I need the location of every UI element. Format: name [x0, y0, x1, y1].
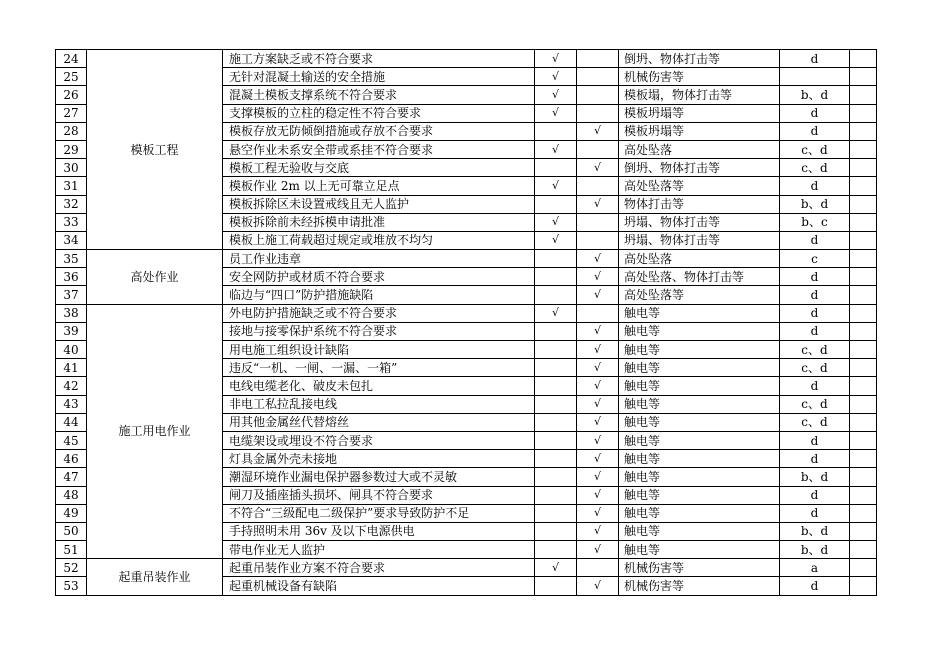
blank-cell: [850, 195, 877, 213]
risk-level: d: [780, 231, 850, 249]
hazard-item: 不符合“三级配电二级保护”要求导致防护不足: [223, 504, 535, 522]
risk-level: b、d: [780, 541, 850, 559]
check-mark-col1: √: [535, 68, 577, 86]
hazard-item: 模板拆除前未经拆模申请批准: [223, 213, 535, 231]
check-mark-col2: √: [577, 286, 619, 304]
row-number: 47: [56, 468, 87, 486]
row-number: 31: [56, 177, 87, 195]
check-mark-col2: √: [577, 341, 619, 359]
hazard-item: 模板拆除区未设置戒线且无人监护: [223, 195, 535, 213]
check-mark-col2: [577, 177, 619, 195]
row-number: 26: [56, 86, 87, 104]
possible-accident: 高处坠落: [619, 140, 780, 158]
blank-cell: [850, 450, 877, 468]
blank-cell: [850, 522, 877, 540]
check-mark-col1: √: [535, 140, 577, 158]
risk-level: d: [780, 504, 850, 522]
table-row: [56, 304, 877, 322]
possible-accident: 触电等: [619, 322, 780, 340]
check-mark-col1: [535, 504, 577, 522]
check-mark-col1: [535, 286, 577, 304]
check-mark-col1: √: [535, 104, 577, 122]
row-number: 33: [56, 213, 87, 231]
row-number: 53: [56, 577, 87, 595]
hazard-item: 模板作业 2m 以上无可靠立足点: [223, 177, 535, 195]
hazard-item: 起重机械设备有缺陷: [223, 577, 535, 595]
possible-accident: 触电等: [619, 504, 780, 522]
risk-level: d: [780, 577, 850, 595]
possible-accident: 倒坍、物体打击等: [619, 50, 780, 68]
row-number: 25: [56, 68, 87, 86]
blank-cell: [850, 377, 877, 395]
blank-cell: [850, 486, 877, 504]
risk-level: d: [780, 177, 850, 195]
risk-level: c、d: [780, 341, 850, 359]
hazard-item: 潮湿环境作业漏电保护器参数过大或不灵敏: [223, 468, 535, 486]
row-number: 52: [56, 559, 87, 577]
check-mark-col2: [577, 50, 619, 68]
possible-accident: 触电等: [619, 468, 780, 486]
blank-cell: [850, 577, 877, 595]
check-mark-col1: [535, 468, 577, 486]
row-number: 38: [56, 304, 87, 322]
blank-cell: [850, 304, 877, 322]
risk-level: d: [780, 286, 850, 304]
blank-cell: [850, 231, 877, 249]
row-number: 39: [56, 322, 87, 340]
check-mark-col1: √: [535, 86, 577, 104]
possible-accident: 倒坍、物体打击等: [619, 159, 780, 177]
hazard-item: 悬空作业未系安全带或系挂不符合要求: [223, 140, 535, 158]
risk-level: [780, 68, 850, 86]
blank-cell: [850, 50, 877, 68]
hazard-item: 接地与接零保护系统不符合要求: [223, 322, 535, 340]
blank-cell: [850, 68, 877, 86]
blank-cell: [850, 104, 877, 122]
possible-accident: 高处坠落、物体打击等: [619, 268, 780, 286]
risk-level: d: [780, 268, 850, 286]
possible-accident: 高处坠落: [619, 250, 780, 268]
risk-level: c、d: [780, 359, 850, 377]
blank-cell: [850, 213, 877, 231]
check-mark-col2: [577, 86, 619, 104]
hazard-item: 用其他金属丝代替熔丝: [223, 413, 535, 431]
check-mark-col1: [535, 159, 577, 177]
check-mark-col1: [535, 541, 577, 559]
hazard-item: 灯具金属外壳未接地: [223, 450, 535, 468]
possible-accident: 模板坍塌等: [619, 104, 780, 122]
check-mark-col2: √: [577, 577, 619, 595]
row-number: 51: [56, 541, 87, 559]
risk-level: b、d: [780, 195, 850, 213]
risk-level: b、c: [780, 213, 850, 231]
risk-level: d: [780, 304, 850, 322]
blank-cell: [850, 431, 877, 449]
check-mark-col2: √: [577, 268, 619, 286]
risk-level: d: [780, 450, 850, 468]
check-mark-col2: [577, 231, 619, 249]
hazard-item: 带电作业无人监护: [223, 541, 535, 559]
possible-accident: 坍塌、物体打击等: [619, 231, 780, 249]
hazard-item: 临边与“四口”防护措施缺陷: [223, 286, 535, 304]
hazard-table: [55, 49, 877, 596]
possible-accident: 触电等: [619, 395, 780, 413]
risk-level: c、d: [780, 413, 850, 431]
check-mark-col2: √: [577, 250, 619, 268]
possible-accident: 触电等: [619, 304, 780, 322]
possible-accident: 模板塌，物体打击等: [619, 86, 780, 104]
possible-accident: 触电等: [619, 450, 780, 468]
check-mark-col2: [577, 559, 619, 577]
blank-cell: [850, 541, 877, 559]
check-mark-col1: [535, 413, 577, 431]
blank-cell: [850, 286, 877, 304]
check-mark-col1: √: [535, 50, 577, 68]
blank-cell: [850, 504, 877, 522]
check-mark-col1: [535, 450, 577, 468]
row-number: 32: [56, 195, 87, 213]
blank-cell: [850, 140, 877, 158]
hazard-item: 用电施工组织设计缺陷: [223, 341, 535, 359]
check-mark-col2: √: [577, 450, 619, 468]
hazard-item: 无针对混凝土输送的安全措施: [223, 68, 535, 86]
category-cell: 施工用电作业: [87, 304, 223, 559]
hazard-item: 闸刀及插座插头损坏、闸具不符合要求: [223, 486, 535, 504]
row-number: 24: [56, 50, 87, 68]
check-mark-col2: √: [577, 322, 619, 340]
check-mark-col2: √: [577, 413, 619, 431]
hazard-item: 手持照明未用 36v 及以下电源供电: [223, 522, 535, 540]
risk-level: c、d: [780, 140, 850, 158]
risk-level: c: [780, 250, 850, 268]
risk-level: d: [780, 322, 850, 340]
risk-level: d: [780, 122, 850, 140]
table-row: [56, 559, 877, 577]
hazard-item: 施工方案缺乏或不符合要求: [223, 50, 535, 68]
possible-accident: 触电等: [619, 377, 780, 395]
check-mark-col2: √: [577, 504, 619, 522]
check-mark-col2: √: [577, 486, 619, 504]
row-number: 46: [56, 450, 87, 468]
check-mark-col2: √: [577, 159, 619, 177]
blank-cell: [850, 413, 877, 431]
row-number: 43: [56, 395, 87, 413]
possible-accident: 机械伤害等: [619, 577, 780, 595]
check-mark-col1: √: [535, 559, 577, 577]
hazard-item: 外电防护措施缺乏或不符合要求: [223, 304, 535, 322]
row-number: 48: [56, 486, 87, 504]
possible-accident: 物体打击等: [619, 195, 780, 213]
check-mark-col2: [577, 68, 619, 86]
check-mark-col1: [535, 377, 577, 395]
check-mark-col1: √: [535, 231, 577, 249]
blank-cell: [850, 468, 877, 486]
row-number: 44: [56, 413, 87, 431]
check-mark-col1: [535, 341, 577, 359]
row-number: 27: [56, 104, 87, 122]
possible-accident: 触电等: [619, 431, 780, 449]
row-number: 36: [56, 268, 87, 286]
check-mark-col2: √: [577, 541, 619, 559]
row-number: 30: [56, 159, 87, 177]
hazard-item: 模板上施工荷载超过规定或堆放不均匀: [223, 231, 535, 249]
risk-level: d: [780, 486, 850, 504]
check-mark-col1: [535, 431, 577, 449]
row-number: 40: [56, 341, 87, 359]
row-number: 35: [56, 250, 87, 268]
check-mark-col2: [577, 140, 619, 158]
blank-cell: [850, 159, 877, 177]
hazard-item: 非电工私拉乱接电线: [223, 395, 535, 413]
risk-level: d: [780, 377, 850, 395]
check-mark-col2: √: [577, 522, 619, 540]
check-mark-col2: √: [577, 377, 619, 395]
possible-accident: 触电等: [619, 486, 780, 504]
check-mark-col2: √: [577, 195, 619, 213]
table-row: [56, 50, 877, 68]
check-mark-col1: [535, 122, 577, 140]
check-mark-col2: [577, 213, 619, 231]
check-mark-col2: [577, 304, 619, 322]
possible-accident: 机械伤害等: [619, 68, 780, 86]
check-mark-col2: √: [577, 359, 619, 377]
blank-cell: [850, 559, 877, 577]
check-mark-col1: √: [535, 213, 577, 231]
blank-cell: [850, 268, 877, 286]
risk-level: b、d: [780, 86, 850, 104]
check-mark-col1: [535, 522, 577, 540]
check-mark-col1: [535, 486, 577, 504]
check-mark-col2: √: [577, 395, 619, 413]
check-mark-col1: [535, 577, 577, 595]
category-cell: 高处作业: [87, 250, 223, 305]
row-number: 45: [56, 431, 87, 449]
possible-accident: 坍塌、物体打击等: [619, 213, 780, 231]
blank-cell: [850, 177, 877, 195]
hazard-item: 电线电缆老化、破皮未包扎: [223, 377, 535, 395]
category-cell: 起重吊装作业: [87, 559, 223, 595]
blank-cell: [850, 322, 877, 340]
possible-accident: 高处坠落等: [619, 286, 780, 304]
check-mark-col1: [535, 268, 577, 286]
blank-cell: [850, 250, 877, 268]
hazard-item: 员工作业违章: [223, 250, 535, 268]
possible-accident: 触电等: [619, 541, 780, 559]
blank-cell: [850, 86, 877, 104]
risk-level: b、d: [780, 522, 850, 540]
check-mark-col2: √: [577, 431, 619, 449]
risk-level: d: [780, 104, 850, 122]
blank-cell: [850, 395, 877, 413]
hazard-item: 电缆架设或埋设不符合要求: [223, 431, 535, 449]
check-mark-col2: √: [577, 122, 619, 140]
possible-accident: 触电等: [619, 522, 780, 540]
row-number: 28: [56, 122, 87, 140]
check-mark-col1: [535, 359, 577, 377]
possible-accident: 模板坍塌等: [619, 122, 780, 140]
row-number: 29: [56, 140, 87, 158]
row-number: 34: [56, 231, 87, 249]
row-number: 42: [56, 377, 87, 395]
blank-cell: [850, 341, 877, 359]
risk-level: d: [780, 431, 850, 449]
blank-cell: [850, 359, 877, 377]
row-number: 49: [56, 504, 87, 522]
possible-accident: 高处坠落等: [619, 177, 780, 195]
category-cell: 模板工程: [87, 50, 223, 250]
risk-level: c、d: [780, 159, 850, 177]
possible-accident: 触电等: [619, 341, 780, 359]
hazard-item: 起重吊装作业方案不符合要求: [223, 559, 535, 577]
hazard-item: 违反“一机、一闸、一漏、一箱”: [223, 359, 535, 377]
hazard-item: 混凝土模板支撑系统不符合要求: [223, 86, 535, 104]
check-mark-col1: [535, 395, 577, 413]
row-number: 41: [56, 359, 87, 377]
hazard-item: 支撑模板的立柱的稳定性不符合要求: [223, 104, 535, 122]
hazard-item: 安全网防护或材质不符合要求: [223, 268, 535, 286]
table-row: [56, 250, 877, 268]
possible-accident: 触电等: [619, 359, 780, 377]
hazard-item: 模板存放无防倾倒措施或存放不合要求: [223, 122, 535, 140]
hazard-item: 模板工程无验收与交底: [223, 159, 535, 177]
row-number: 50: [56, 522, 87, 540]
risk-level: d: [780, 50, 850, 68]
check-mark-col1: √: [535, 304, 577, 322]
row-number: 37: [56, 286, 87, 304]
check-mark-col1: [535, 195, 577, 213]
possible-accident: 机械伤害等: [619, 559, 780, 577]
check-mark-col1: [535, 322, 577, 340]
check-mark-col2: [577, 104, 619, 122]
check-mark-col1: [535, 250, 577, 268]
risk-level: b、d: [780, 468, 850, 486]
risk-level: a: [780, 559, 850, 577]
blank-cell: [850, 122, 877, 140]
check-mark-col2: √: [577, 468, 619, 486]
risk-level: c、d: [780, 395, 850, 413]
possible-accident: 触电等: [619, 413, 780, 431]
check-mark-col1: √: [535, 177, 577, 195]
